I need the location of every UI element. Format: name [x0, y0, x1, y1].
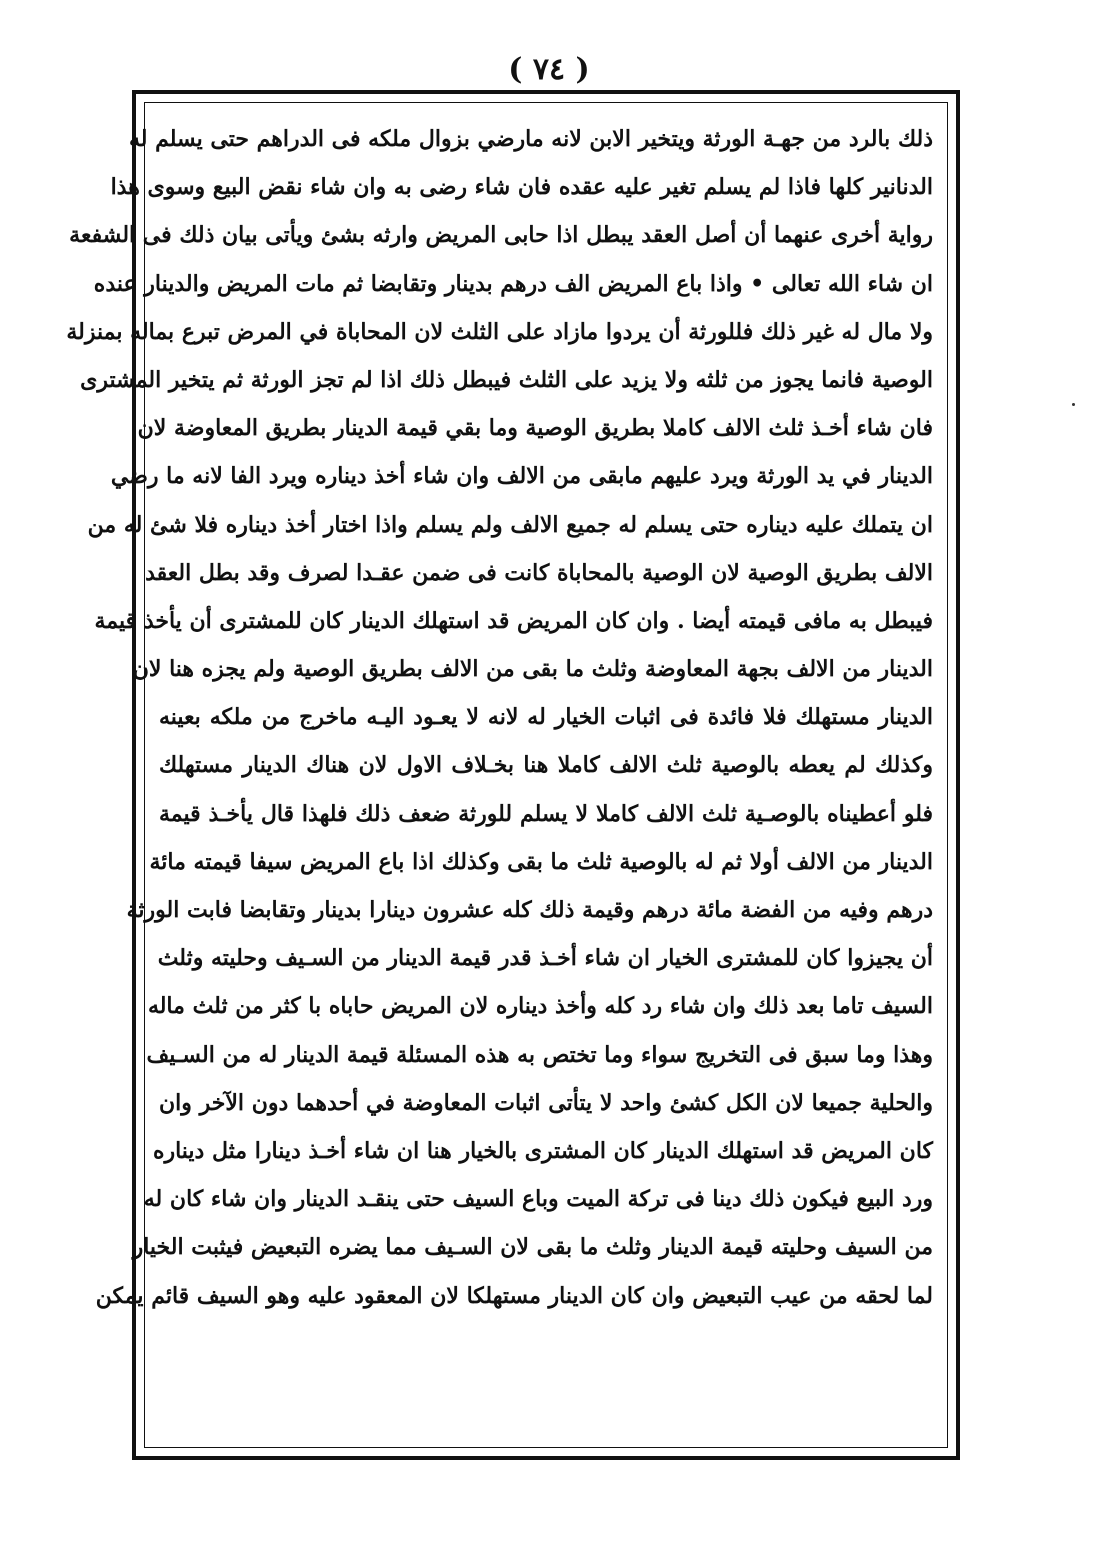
text-line: الدينار في يد الورثة ويرد عليهم مابقى من الالف وان شاء أخذ ديناره ويرد الفا لانه ما رضي	[110, 463, 933, 490]
text-line: فان شاء أخـذ ثلث الالف كاملا بطريق الوصية وما بقي قيمة الدينار بطريق المعاوضة لان	[137, 415, 933, 442]
text-line: ولا مال له غير ذلك فللورثة أن يردوا مازاد على الثلث لان المحاباة في المرض تبرع بماله بمنزلة	[66, 318, 933, 345]
text-line: فيبطل به مافى قيمته أيضا . وان كان المريض قد استهلك الدينار كان للمشترى أن يأخذ قيمة	[94, 607, 933, 634]
text-line: الدينار من الالف أولا ثم له بالوصية ثلث ما بقى وكذلك اذا باع المريض سيفا قيمته مائة	[149, 848, 933, 875]
text-line: رواية أخرى عنهما أن أصل العقد يبطل اذا حابى المريض وارثه بشئ ويأتى بيان ذلك فى الشفعة	[69, 222, 933, 249]
text-line: درهم وفيه من الفضة مائة درهم وقيمة ذلك كله عشرون دينارا بدينار وتقابضا فابت الورثة	[126, 897, 933, 923]
text-line: وهذا وما سبق فى التخريج سواء وما تختص به هذه المسئلة قيمة الدينار له من السـيف	[146, 1041, 933, 1068]
page-number: ( ٧٤ )	[508, 52, 590, 87]
text-line: ورد البيع فيكون ذلك دينا فى تركة الميت وباع السيف حتى ينقـد الدينار وان شاء كان له	[143, 1186, 933, 1213]
text-line: الالف بطريق الوصية لان الوصية بالمحاباة كانت فى ضمن عقـدا لصرف وقد بطل العقد	[145, 559, 933, 586]
text-line: الدينار من الالف بجهة المعاوضة وثلث ما بقى من الالف بطريق الوصية ولم يجزه هنا لان	[132, 656, 933, 683]
text-line: كان المريض قد استهلك الدينار كان المشترى بالخيار هنا ان شاء أخـذ دينارا مثل ديناره	[152, 1137, 933, 1164]
page-frame-inner	[66, 102, 948, 1448]
text-line: من السيف وحليته قيمة الدينار وثلث ما بقى لان السـيف مما يضره التبعيض فيثبت الخيار	[132, 1234, 933, 1261]
text-line: ان يتملك عليه ديناره حتى يسلم له جميع الالف ولم يسلم واذا اختار أخذ ديناره فلا شئ له من	[87, 511, 933, 538]
text-line: وكذلك لم يعطه بالوصية ثلث الالف كاملا هنا بخـلاف الاول لان هناك الدينار مستهلك	[159, 752, 933, 779]
text-line: أن يجيزوا كان للمشترى الخيار ان شاء أخـذ قدر قيمة الدينار من السـيف وحليته وثلث	[157, 945, 933, 972]
text-line: ذلك بالرد من جهـة الورثة ويتخير الابن لانه مارضي بزوال ملكه فى الدراهم حتى يسلم له	[128, 126, 933, 152]
text-line: الدينار مستهلك فلا فائدة فى اثبات الخيار له لانه لا يعـود اليـه ماخرج من ملكه بعينه	[159, 704, 933, 731]
text-line: ان شاء الله تعالى • واذا باع المريض الف درهم بدينار وتقابضا ثم مات المريض والدينار عنده	[93, 270, 933, 297]
body-text	[66, 115, 933, 1437]
text-line: لما لحقه من عيب التبعيض وان كان الدينار مستهلكا لان المعقود عليه وهو السيف قائم يمكن	[95, 1282, 933, 1309]
text-line: الوصية فانما يجوز من ثلثه ولا يزيد على الثلث فيبطل ذلك اذا لم تجز الورثة ثم يتخير المشترى	[80, 366, 933, 393]
text-line: فلو أعطيناه بالوصـية ثلث الالف كاملا لا يسلم للورثة ضعف ذلك فلهذا قال يأخـذ قيمة	[159, 800, 933, 827]
text-line: السيف تاما بعد ذلك وان شاء رد كله وأخذ ديناره لان المريض حاباه با كثر من ثلث ماله	[147, 993, 933, 1020]
text-line: والحلية جميعا لان الكل كشئ واحد لا يتأتى اثبات المعاوضة في أحدهما دون الآخر وان	[159, 1089, 933, 1116]
page-frame	[66, 90, 960, 1460]
text-line: الدنانير كلها فاذا لم يسلم تغير عليه عقده فان شاء رضى به وان شاء نقض البيع وسوى هذا	[110, 174, 933, 201]
margin-dot	[1072, 403, 1075, 406]
